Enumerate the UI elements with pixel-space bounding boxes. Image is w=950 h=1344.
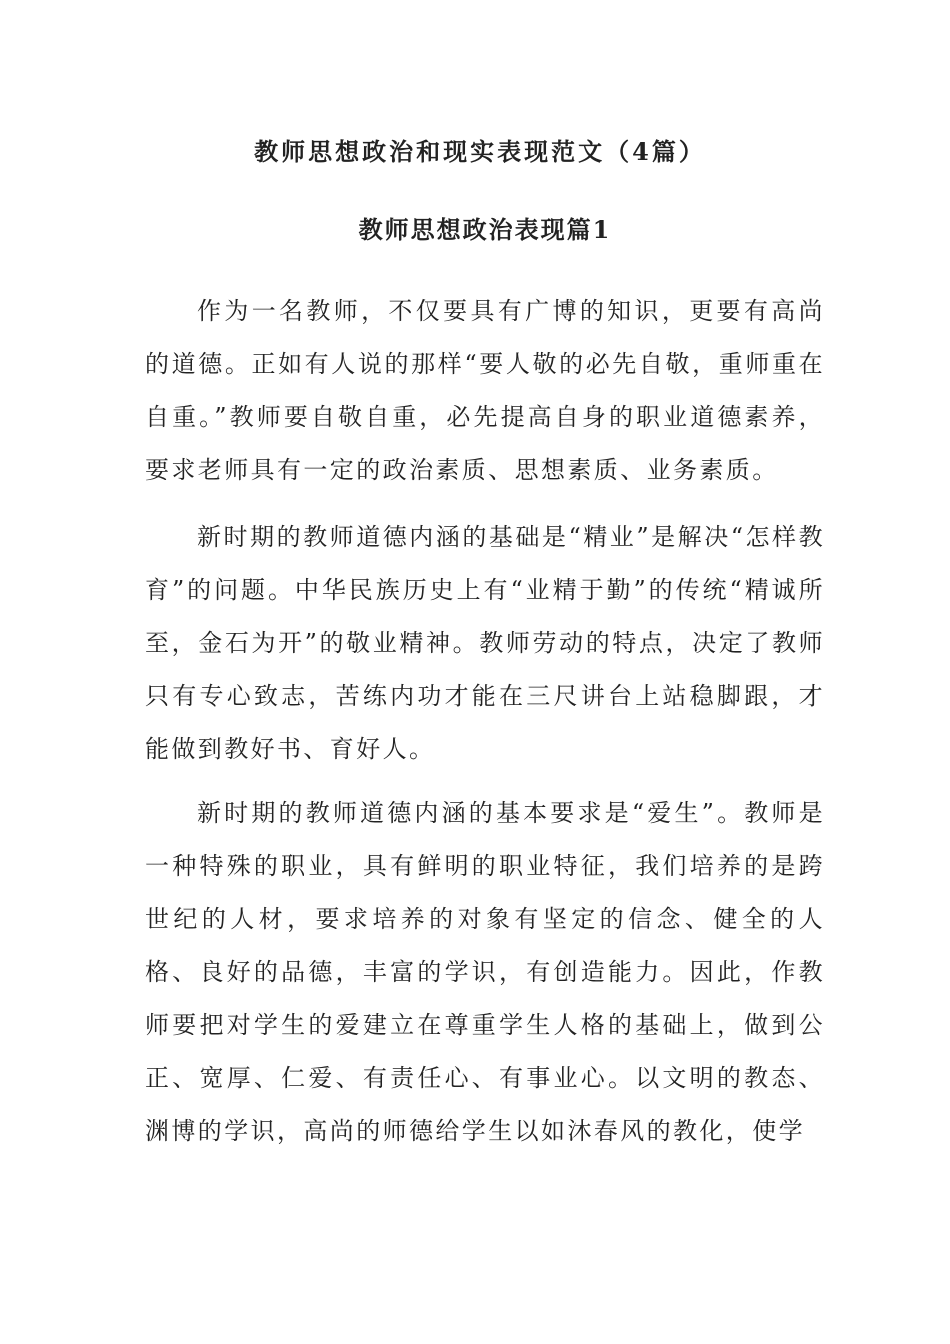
- paragraph: 作为一名教师，不仅要具有广博的知识，更要有高尚的道德。正如有人说的那样“要人敬的必先自敬，重师重在自重。”教师要自敬自重，必先提高自身的职业道德素养，要求老师具有一定的政治素质、思想素质、业务素质。: [145, 297, 825, 484]
- paragraph: 新时期的教师道德内涵的基本要求是“爱生”。教师是一种特殊的职业，具有鲜明的职业特征，我们培养的是跨世纪的人材，要求培养的对象有坚定的信念、健全的人格、良好的品德，丰富的学识，有创造能力。因此，作教师要把对学生的爱建立在尊重学生人格的基础上，做到公正、宽厚、仁爱、有责任心、有事业心。以文明的教态、渊博的学识，高尚的师德给学生以如沐春风的教化，使学: [145, 799, 825, 1145]
- paragraph: 新时期的教师道德内涵的基础是“精业”是解决“怎样教育”的问题。中华民族历史上有“业精于勤”的传统“精诚所至，金石为开”的敬业精神。教师劳动的特点，决定了教师只有专心致志，苦练内功才能在三尺讲台上站稳脚跟，才能做到教好书、育好人。: [145, 523, 825, 763]
- document-title: 教师思想政治和现实表现范文（4篇）: [254, 137, 706, 166]
- section-heading: 教师思想政治表现篇1: [358, 215, 612, 244]
